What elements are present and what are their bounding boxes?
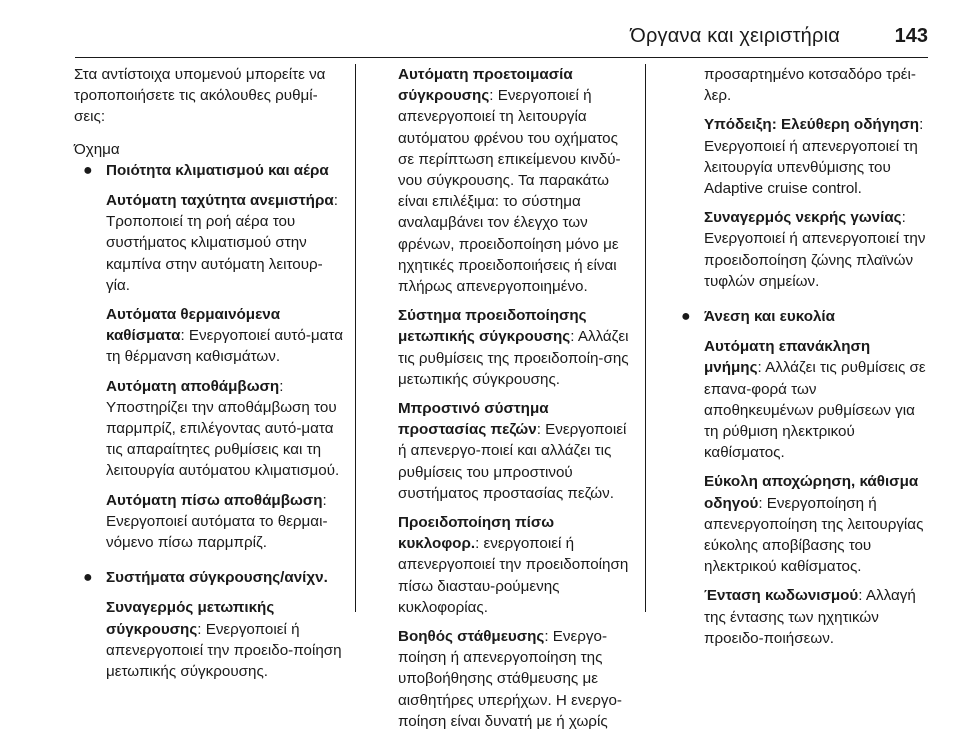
setting-description: Ενεργο-ποίηση ή απενεργοποίηση της υποβοήθησης στάθμευσης με αισθητήρες υπερήχων. Η ενεργο-ποίηση είναι δυνατή με ή χωρίς bbox=[398, 628, 622, 730]
column-divider bbox=[645, 64, 646, 612]
setting-description: Αλλάζει τις ρυθμίσεις της προειδοποίη-σης μετωπικής σύγκρουσης. bbox=[398, 328, 629, 388]
setting-name: Μπροστινό σύστημα προστασίας πεζών bbox=[398, 400, 549, 439]
setting-separator: : bbox=[475, 535, 484, 553]
bullet-heading bbox=[74, 160, 346, 181]
bullet-label: Συστήματα σύγκρουσης/ανίχν. bbox=[106, 569, 328, 587]
setting-name: Προειδοποίηση πίσω κυκλοφορ. bbox=[398, 514, 555, 553]
setting-name: Συναγερμός μετωπικής σύγκρουσης bbox=[106, 599, 275, 638]
setting-name: Ένταση κωδωνισμού bbox=[704, 587, 859, 605]
setting-description: Ενεργοποιεί αυτόματα το θερμαι-νόμενο πίσω παρμπρίζ. bbox=[106, 512, 328, 552]
bullet-heading bbox=[74, 567, 346, 588]
setting-separator: : bbox=[758, 494, 767, 512]
setting-description: Αλλάζει τις ρυθμίσεις σε επανα-φορά των αποθηκευμένων ρυθμίσεων για τη ρύθμιση ηλεκτρικού καθίσματος. bbox=[704, 359, 926, 462]
setting-description: Ενεργοποιεί ή απενεργοποιεί τη λειτουργία υπενθύμισης του Adaptive cruise control. bbox=[704, 137, 918, 198]
setting-separator: : bbox=[180, 327, 189, 345]
page-header bbox=[0, 0, 960, 50]
header-rule bbox=[75, 57, 928, 58]
setting-description: Υποστηρίζει την αποθάμβωση του παρμπρίζ, επιλέγοντας αυτό-ματα τις απαραίτητες ρυθμίσεις και τη λειτουργία αυτόματου κλιματισμού. bbox=[106, 398, 340, 480]
setting-item bbox=[106, 490, 346, 554]
setting-name: Αυτόματα θερμαινόμενα καθίσματα bbox=[106, 306, 281, 345]
bullet-heading bbox=[672, 306, 928, 327]
chapter-title: Όργανα και χειριστήρια bbox=[630, 25, 840, 47]
setting-separator: : bbox=[322, 491, 327, 509]
setting-description: Ενεργοποιεί ή απενεργο-ποιεί και αλλάζει τις ρυθμίσεις του μπροστινού συστήματος προστασίας πεζών. bbox=[398, 421, 627, 502]
setting-item bbox=[106, 304, 346, 368]
setting-name: Υπόδειξη: Ελεύθερη οδήγηση bbox=[704, 116, 920, 134]
setting-item bbox=[106, 597, 346, 682]
setting-item bbox=[704, 585, 928, 649]
setting-description: Ενεργοποιεί ή απενεργοποιεί την προειδοποίηση ζώνης πλαϊνών τυφλών σημείων. bbox=[704, 230, 926, 290]
column-divider bbox=[355, 64, 356, 612]
setting-item bbox=[398, 64, 634, 297]
setting-separator: : bbox=[901, 209, 906, 227]
bullet-dot-icon: ● bbox=[83, 569, 93, 587]
setting-name: Βοηθός στάθμευσης bbox=[398, 628, 545, 646]
bullet-dot-icon: ● bbox=[83, 161, 93, 179]
setting-separator: : bbox=[919, 116, 924, 134]
setting-description: Ενεργοποιεί αυτό-ματα τη θέρμανση καθισμάτων. bbox=[106, 327, 343, 366]
column-3 bbox=[672, 64, 928, 649]
bullet-label: Ποιότητα κλιματισμού και αέρα bbox=[106, 161, 329, 179]
continued-text: προσαρτημένο κοτσαδόρο τρέι-λερ. bbox=[704, 66, 916, 105]
setting-name: Αυτόματη προετοιμασία σύγκρουσης bbox=[398, 66, 573, 105]
section-heading: Όχημα bbox=[74, 140, 120, 158]
bullet-label: Άνεση και ευκολία bbox=[704, 308, 835, 326]
setting-description: Αλλαγή της έντασης των ηχητικών προειδο-ποιήσεων. bbox=[704, 587, 916, 647]
setting-item bbox=[106, 190, 346, 296]
setting-name: Αυτόματη πίσω αποθάμβωση bbox=[106, 491, 323, 509]
setting-name: Αυτόματη αποθάμβωση bbox=[106, 377, 280, 395]
setting-item bbox=[704, 114, 928, 199]
setting-description: ενεργοποιεί ή απενεργοποιεί την προειδοποίηση πίσω διασταυ-ρούμενης κυκλοφορίας. bbox=[398, 535, 629, 616]
setting-item bbox=[704, 336, 928, 463]
setting-separator: : bbox=[570, 328, 578, 346]
setting-item bbox=[398, 398, 634, 504]
setting-description: Ενεργοποίηση ή απενεργοποίηση της λειτουργίας εύκολης αποβίβασης του ηλεκτρικού καθίσματος. bbox=[704, 494, 924, 576]
setting-description: Τροποποιεί τη ροή αέρα του συστήματος κλιματισμού στην καμπίνα στην αυτόματη λειτουρ-γία. bbox=[106, 213, 323, 294]
setting-item bbox=[398, 512, 634, 618]
setting-separator: : bbox=[858, 587, 866, 605]
setting-name: Εύκολη αποχώρηση, κάθισμα οδηγού bbox=[704, 473, 919, 512]
setting-name: Αυτόματη επανάκληση μνήμης bbox=[704, 338, 871, 377]
setting-separator: : bbox=[757, 359, 766, 377]
setting-description: Ενεργοποιεί ή απενεργοποιεί τη λειτουργία αυτόματου φρένου του οχήματος σε περίπτωση επικείμενου κινδύ-νου σύγκρουσης. Τα παρακάτω είναι επιλέξιμα: το σύστημα αναλαμβάνει τον έλεγχο των φρένων, προειδοποίηση μόνο με ηχητικές προειδοποιήσεις ή είναι πλήρως απενεργοποιημένο. bbox=[398, 87, 621, 296]
setting-item bbox=[704, 471, 928, 577]
setting-separator: : bbox=[197, 620, 206, 638]
intro-paragraph: Στα αντίστοιχα υπομενού μπορείτε να τροποποιήσετε τις ακόλουθες ρυθμί-σεις: bbox=[74, 66, 326, 126]
column-2 bbox=[398, 64, 634, 732]
bullet-dot-icon: ● bbox=[681, 308, 691, 326]
setting-separator: : bbox=[279, 377, 284, 395]
setting-separator: : bbox=[489, 87, 498, 105]
setting-item bbox=[106, 376, 346, 482]
setting-separator: : bbox=[333, 192, 338, 210]
setting-name: Σύστημα προειδοποίησης μετωπικής σύγκρουσης bbox=[398, 307, 587, 346]
setting-item bbox=[704, 207, 928, 292]
setting-item bbox=[398, 305, 634, 390]
page-number: 143 bbox=[894, 25, 928, 47]
setting-name: Αυτόματη ταχύτητα ανεμιστήρα bbox=[106, 192, 334, 210]
setting-description: Ενεργοποιεί ή απενεργοποιεί την προειδο-ποίηση μετωπικής σύγκρουσης. bbox=[106, 620, 342, 681]
setting-separator: : bbox=[536, 421, 546, 439]
setting-separator: : bbox=[544, 628, 553, 646]
setting-name: Συναγερμός νεκρής γωνίας bbox=[704, 209, 902, 227]
column-1 bbox=[74, 64, 346, 682]
